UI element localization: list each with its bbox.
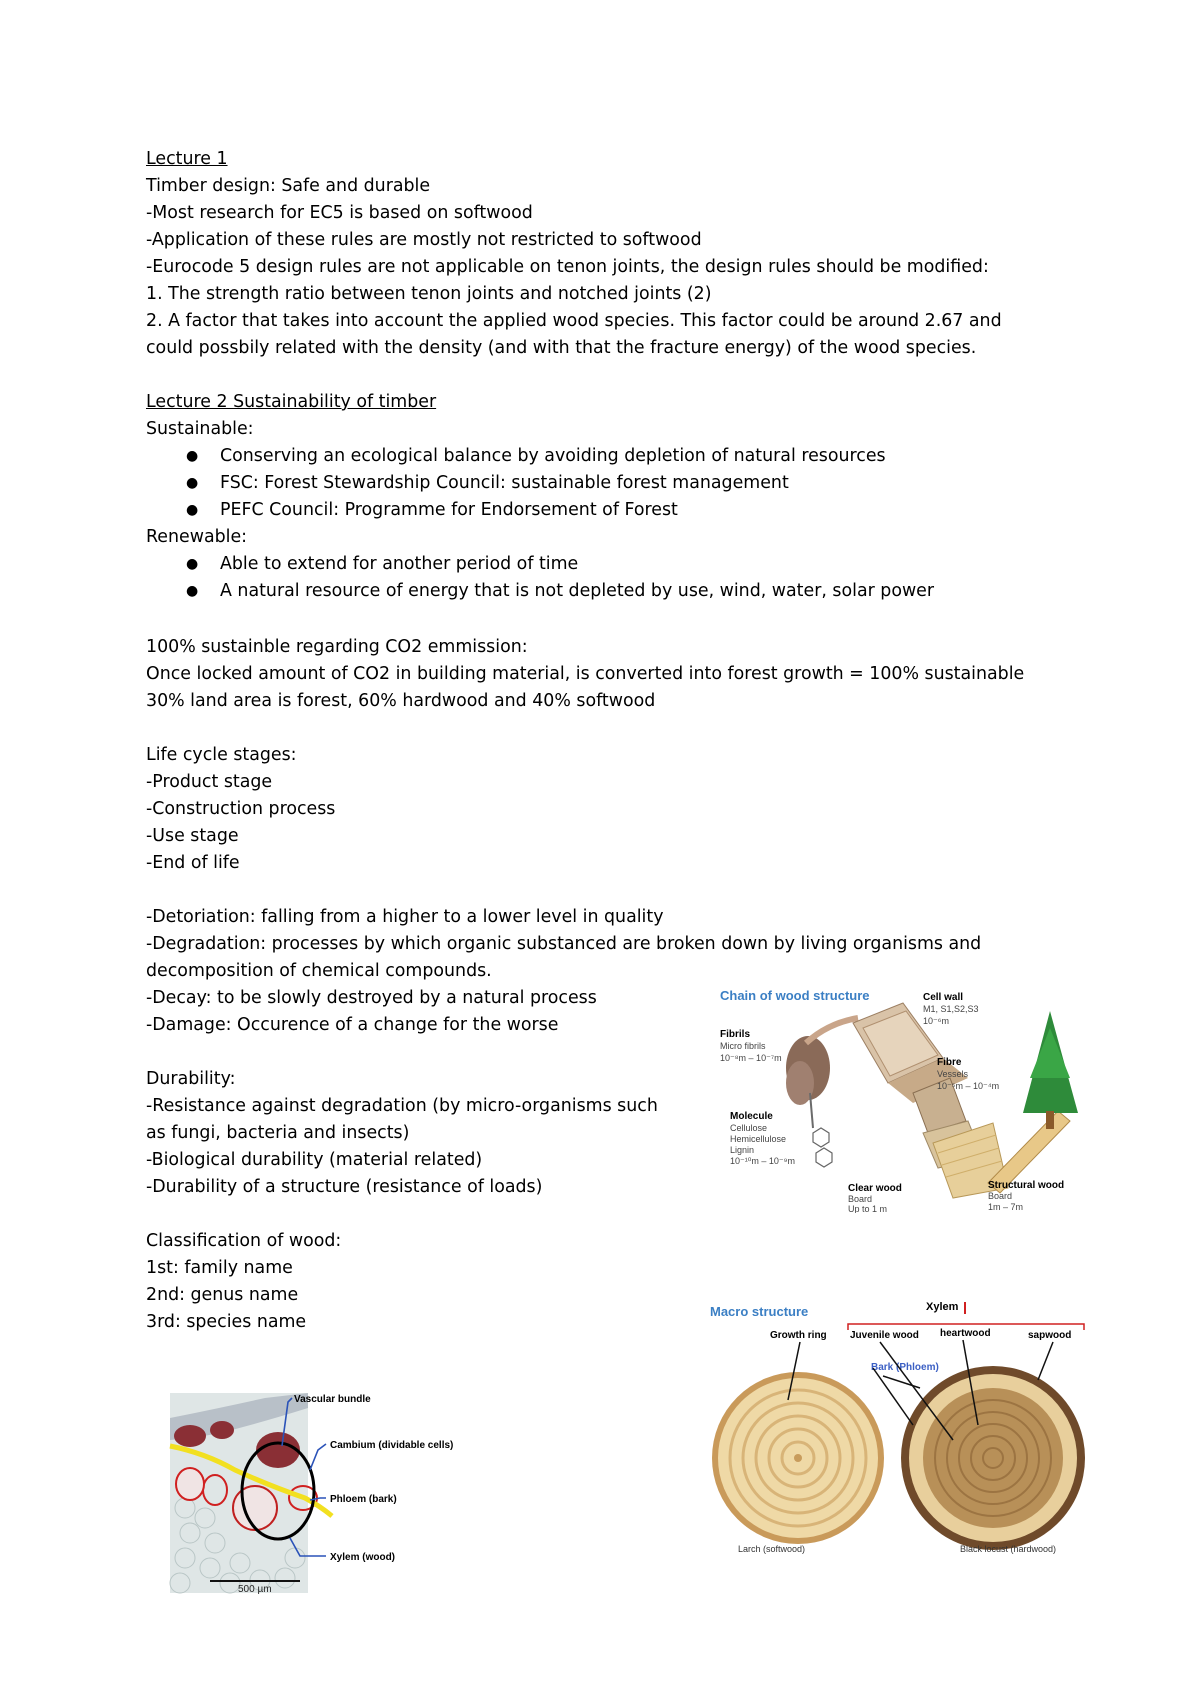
clear-wood-range: Up to 1 m [848, 1204, 888, 1213]
sapwood-label: sapwood [1028, 1330, 1072, 1341]
degradation-line: -Degradation: processes by which organic substanced are broken down by living organisms and [146, 934, 982, 954]
classification-line: 3rd: species name [146, 1312, 307, 1332]
classification-line: 1st: family name [146, 1258, 293, 1278]
larch-label: Larch (softwood) [738, 1544, 806, 1554]
macro-title: Macro structure [710, 1304, 809, 1319]
lecture-1-line: -Eurocode 5 design rules are not applicable on tenon joints, the design rules should be modified: [146, 257, 989, 277]
heartwood-label: heartwood [940, 1328, 991, 1339]
cell-wall-sub: M1, S1,S2,S3 [923, 1004, 979, 1014]
juvenile-label: Juvenile wood [850, 1330, 919, 1341]
macro-structure-figure [708, 1290, 1098, 1555]
fibrils-sub: Micro fibrils [720, 1041, 766, 1051]
classification-line: Classification of wood: [146, 1231, 342, 1251]
bullet-icon: ● [186, 448, 199, 464]
black-locust-cross-section [901, 1366, 1085, 1550]
lecture-1-line: Timber design: Safe and durable [146, 176, 431, 196]
molecule-sub: Lignin [730, 1145, 755, 1155]
lecture-2-heading: Lecture 2 Sustainability of timber [146, 392, 437, 412]
molecule-sub: Cellulose [730, 1123, 768, 1133]
classification-line: 2nd: genus name [146, 1285, 299, 1305]
larch-cross-section [712, 1372, 884, 1544]
scale-label: 500 µm [238, 1584, 272, 1595]
durability-line: Durability: [146, 1069, 236, 1089]
degradation-line: -Damage: Occurence of a change for the worse [146, 1015, 559, 1035]
clear-wood-sub: Board [848, 1194, 873, 1204]
xylem-wood-label: Xylem (wood) [330, 1552, 396, 1563]
molecule-sub: Hemicellulose [730, 1134, 787, 1144]
bullet-icon: ● [186, 556, 199, 572]
sustainable-item: PEFC Council: Programme for Endorsement of Forest [220, 500, 678, 520]
structural-wood-label: Structural wood [988, 1180, 1065, 1191]
molecule-label: Molecule [730, 1111, 773, 1122]
clear-wood-label: Clear wood [848, 1183, 902, 1194]
bullet-icon: ● [186, 583, 199, 599]
tree-icon [1023, 1011, 1078, 1129]
growth-ring-label: Growth ring [770, 1330, 827, 1341]
lecture-1-line: -Most research for EC5 is based on softwood [146, 203, 533, 223]
fibrils-label: Fibrils [720, 1029, 751, 1040]
lifecycle-line: -Construction process [146, 799, 336, 819]
bark-label: Bark (Phloem) [871, 1362, 939, 1373]
cell-wall-range: 10⁻⁶m [923, 1016, 949, 1026]
degradation-line: decomposition of chemical compounds. [146, 961, 492, 981]
lifecycle-line: Life cycle stages: [146, 745, 297, 765]
durability-line: -Durability of a structure (resistance of loads) [146, 1177, 543, 1197]
locust-label: Black locust (hardwood) [960, 1544, 1057, 1554]
structural-wood-sub: Board [988, 1191, 1013, 1201]
durability-line: as fungi, bacteria and insects) [146, 1123, 410, 1143]
molecule-range: 10⁻¹⁰m – 10⁻⁹m [730, 1156, 795, 1166]
lifecycle-line: -Product stage [146, 772, 273, 792]
cambium-label: Cambium (dividable cells) [330, 1440, 454, 1451]
scale-bar [210, 1580, 300, 1582]
co2-line: 30% land area is forest, 60% hardwood and 40% softwood [146, 691, 656, 711]
lecture-1-line: 1. The strength ratio between tenon joints and notched joints (2) [146, 284, 712, 304]
bullet-icon: ● [186, 502, 199, 518]
sustainable-item: FSC: Forest Stewardship Council: sustainable forest management [220, 473, 789, 493]
renewable-item: A natural resource of energy that is not depleted by use, wind, water, solar power [220, 581, 935, 601]
sustainable-item: Conserving an ecological balance by avoiding depletion of natural resources [220, 446, 886, 466]
lecture-1-heading: Lecture 1 [146, 149, 228, 169]
stem-section-figure [160, 1388, 460, 1600]
sustainable-label: Sustainable: [146, 419, 254, 439]
durability-line: -Resistance against degradation (by micro-organisms such [146, 1096, 658, 1116]
phloem-label: Phloem (bark) [330, 1494, 397, 1505]
fibre-range: 10⁻⁵m – 10⁻⁴m [937, 1081, 1000, 1091]
chain-of-wood-structure-figure [718, 983, 1108, 1213]
degradation-line: -Decay: to be slowly destroyed by a natural process [146, 988, 597, 1008]
chain-title: Chain of wood structure [720, 988, 870, 1003]
bullet-icon: ● [186, 475, 199, 491]
lifecycle-line: -End of life [146, 853, 240, 873]
lecture-1-line: could possbily related with the density (and with that the fracture energy) of the wood species. [146, 338, 977, 358]
lecture-1-line: 2. A factor that takes into account the applied wood species. This factor could be around 2.67 and [146, 311, 1002, 331]
cell-wall-label: Cell wall [923, 992, 964, 1003]
fibre-sub: Vessels [937, 1069, 969, 1079]
lifecycle-line: -Use stage [146, 826, 239, 846]
fibre-label: Fibre [937, 1057, 962, 1068]
renewable-label: Renewable: [146, 527, 248, 547]
xylem-label: Xylem [926, 1301, 959, 1313]
fibrils-illustration [786, 1018, 858, 1128]
degradation-line: -Detoriation: falling from a higher to a lower level in quality [146, 907, 664, 927]
co2-line: 100% sustainble regarding CO2 emmission: [146, 637, 528, 657]
renewable-item: Able to extend for another period of time [220, 554, 579, 574]
durability-line: -Biological durability (material related) [146, 1150, 483, 1170]
fibrils-range: 10⁻⁸m – 10⁻⁷m [720, 1053, 782, 1063]
vascular-label: Vascular bundle [294, 1394, 371, 1405]
lecture-1-line: -Application of these rules are mostly not restricted to softwood [146, 230, 702, 250]
co2-line: Once locked amount of CO2 in building material, is converted into forest growth = 100% sustainable [146, 664, 1025, 684]
molecule-illustration [813, 1128, 832, 1167]
structural-wood-range: 1m – 7m [988, 1202, 1024, 1212]
